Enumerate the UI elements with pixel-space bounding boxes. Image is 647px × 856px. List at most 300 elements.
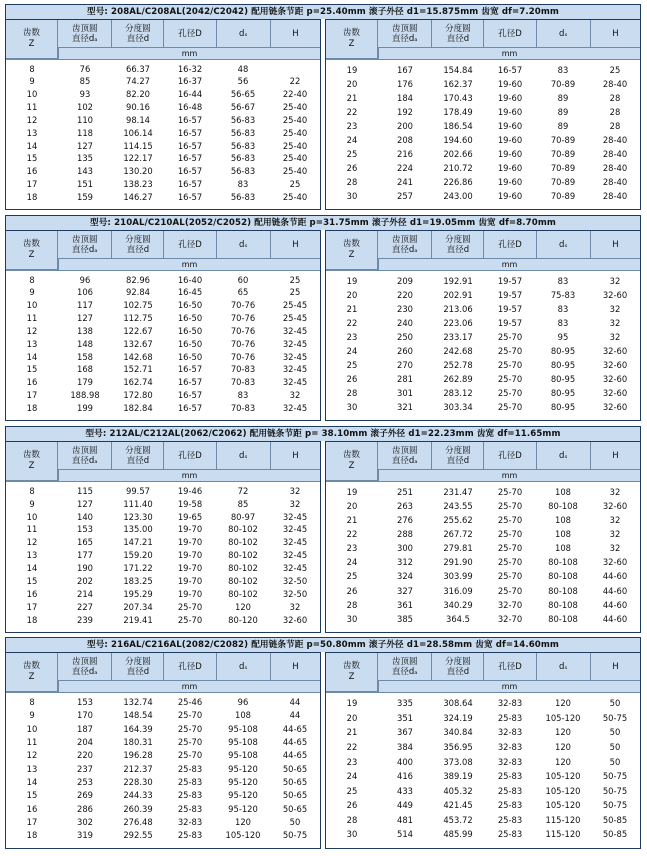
cell-bore: 19-60 — [497, 176, 523, 187]
table-row — [6, 275, 320, 286]
cell-pitch-dia: 183.25 — [123, 576, 153, 587]
section-tables — [5, 230, 641, 421]
table-row — [326, 614, 640, 625]
cell-hub-dia: 56-83 — [230, 166, 256, 177]
cell-tip-dia: 481 — [397, 814, 413, 825]
header-pitch-diameter-line1: 分度圆 — [445, 656, 471, 667]
header-tip-diameter-line2: 直径dₐ — [391, 455, 418, 466]
cell-hub-len: 50 — [609, 727, 621, 738]
header-hub-length: H — [292, 28, 299, 39]
header-teeth-count-line2: Z — [348, 672, 355, 682]
cell-teeth: 25 — [346, 785, 358, 796]
cell-bore: 25-83 — [497, 785, 523, 796]
cell-bore: 25-70 — [177, 615, 203, 626]
header-tip-diameter-line1: 齿顶圆 — [391, 445, 418, 456]
cell-bore: 25-83 — [177, 790, 203, 801]
cell-bore: 19-70 — [177, 576, 203, 587]
table-body — [326, 60, 640, 209]
header-hub-length: H — [612, 661, 619, 672]
cell-bore: 16-50 — [177, 351, 203, 362]
cell-pitch-dia: 178.49 — [443, 106, 473, 117]
cell-hub-dia: 80-102 — [228, 550, 258, 561]
header-bore: 孔径D — [164, 653, 216, 680]
cell-bore: 19-60 — [497, 148, 523, 159]
table-row — [326, 757, 640, 768]
cell-bore: 16-45 — [177, 287, 203, 298]
table-row — [326, 360, 640, 371]
cell-pitch-dia: 138.23 — [123, 179, 153, 190]
table-header — [326, 653, 640, 693]
cell-hub-dia: 80-97 — [230, 511, 256, 522]
cell-pitch-dia: 202.91 — [443, 289, 473, 300]
cell-pitch-dia: 112.75 — [123, 313, 153, 324]
table-header — [6, 20, 320, 60]
header-pitch-diameter-line1: 分度圆 — [125, 656, 151, 667]
cell-tip-dia: 190 — [77, 563, 93, 574]
cell-tip-dia: 199 — [77, 402, 93, 413]
cell-teeth: 21 — [346, 515, 358, 526]
cell-hub-len: 44-65 — [282, 723, 308, 734]
cell-pitch-dia: 66.37 — [126, 63, 150, 74]
cell-pitch-dia: 252.78 — [443, 359, 473, 370]
table-row — [326, 107, 640, 118]
cell-hub-dia: 95-120 — [228, 763, 258, 774]
header-teeth-count-line1: 齿数 — [22, 661, 40, 671]
cell-bore: 32-70 — [497, 613, 523, 624]
cell-teeth: 25 — [346, 571, 358, 582]
cell-tip-dia: 324 — [397, 571, 413, 582]
header-pitch-diameter-line1: 分度圆 — [445, 234, 471, 245]
cell-tip-dia: 204 — [77, 737, 93, 748]
header-bore: 孔径D — [164, 442, 216, 469]
cell-pitch-dia: 180.31 — [123, 737, 153, 748]
cell-pitch-dia: 207.34 — [123, 602, 153, 613]
header-tip-diameter-line1: 齿顶圆 — [71, 23, 98, 34]
table-row — [326, 742, 640, 753]
cell-hub-dia: 65 — [237, 287, 249, 298]
cell-hub-dia: 105-120 — [225, 830, 261, 841]
cell-pitch-dia: 195.29 — [123, 589, 153, 600]
header-hub-length: H — [292, 661, 299, 672]
cell-bore: 16-50 — [177, 338, 203, 349]
header-pitch-diameter — [432, 653, 484, 680]
cell-hub-dia: 70-76 — [230, 351, 256, 362]
unit-label: mm — [501, 49, 518, 58]
cell-bore: 16-57 — [177, 114, 203, 125]
cell-bore: 25-83 — [497, 771, 523, 782]
cell-tip-dia: 300 — [397, 543, 413, 554]
cell-bore: 16-57 — [177, 364, 203, 375]
header-hub-diameter: dₛ — [217, 653, 271, 680]
cell-hub-dia: 56 — [237, 76, 249, 87]
cell-teeth: 16 — [26, 377, 38, 388]
cell-bore: 16-57 — [177, 390, 203, 401]
cell-hub-len: 32 — [289, 498, 301, 509]
table-row — [326, 388, 640, 399]
cell-teeth: 13 — [26, 338, 38, 349]
cell-tip-dia: 188.98 — [70, 390, 100, 401]
table-row — [6, 352, 320, 363]
cell-bore: 16-32 — [177, 63, 203, 74]
cell-hub-dia: 56-65 — [230, 89, 256, 100]
cell-hub-dia: 75-83 — [550, 289, 576, 300]
cell-bore: 25-70 — [497, 543, 523, 554]
cell-pitch-dia: 267.72 — [443, 529, 473, 540]
cell-pitch-dia: 194.60 — [443, 134, 473, 145]
cell-hub-len: 25-40 — [282, 140, 308, 151]
cell-hub-dia: 80-108 — [548, 585, 578, 596]
table-row — [6, 486, 320, 497]
header-tip-diameter-line1: 齿顶圆 — [391, 234, 418, 245]
cell-hub-dia: 83 — [557, 64, 569, 75]
cell-pitch-dia: 279.81 — [443, 543, 473, 554]
header-pitch-diameter — [432, 20, 484, 47]
cell-hub-dia: 80-95 — [550, 359, 576, 370]
table-row — [326, 713, 640, 724]
cell-bore: 19-60 — [497, 78, 523, 89]
header-hub-length: H — [612, 28, 619, 39]
cell-hub-dia: 70-89 — [550, 176, 576, 187]
cell-tip-dia: 127 — [77, 313, 93, 324]
cell-tip-dia: 220 — [397, 289, 413, 300]
table-row — [326, 93, 640, 104]
cell-teeth: 30 — [346, 829, 358, 840]
cell-pitch-dia: 212.37 — [123, 763, 153, 774]
cell-hub-len: 50-75 — [602, 712, 628, 723]
cell-hub-dia: 83 — [237, 390, 249, 401]
cell-teeth: 12 — [26, 537, 38, 548]
cell-tip-dia: 148 — [77, 338, 93, 349]
header-bore: 孔径D — [164, 231, 216, 258]
cell-hub-len: 32 — [609, 529, 621, 540]
cell-bore: 16-57 — [497, 64, 523, 75]
table-row — [6, 830, 320, 841]
cell-hub-len: 22-40 — [282, 89, 308, 100]
model-section — [5, 426, 641, 632]
cell-pitch-dia: 223.06 — [443, 317, 473, 328]
cell-bore: 25-46 — [177, 697, 203, 708]
cell-hub-len: 32-50 — [282, 589, 308, 600]
cell-tip-dia: 118 — [77, 127, 93, 138]
table-row — [326, 501, 640, 512]
header-bore: 孔径D — [164, 20, 216, 47]
header-teeth-count — [326, 20, 378, 59]
cell-tip-dia: 176 — [397, 78, 413, 89]
cell-hub-len: 32-60 — [602, 557, 628, 568]
table-header — [6, 231, 320, 271]
cell-hub-len: 28 — [609, 92, 621, 103]
cell-hub-dia: 115-120 — [545, 814, 581, 825]
cell-teeth: 19 — [346, 698, 358, 709]
cell-teeth: 19 — [346, 64, 358, 75]
table-row — [6, 89, 320, 100]
header-tip-diameter — [58, 231, 112, 258]
cell-teeth: 17 — [26, 390, 38, 401]
cell-tip-dia: 281 — [397, 373, 413, 384]
cell-teeth: 30 — [346, 613, 358, 624]
cell-tip-dia: 106 — [77, 287, 93, 298]
cell-pitch-dia: 92.84 — [126, 287, 150, 298]
header-pitch-diameter-line2: 直径d — [126, 666, 150, 677]
cell-tip-dia: 179 — [77, 377, 93, 388]
cell-tip-dia: 159 — [77, 191, 93, 202]
cell-bore: 16-50 — [177, 300, 203, 311]
cell-hub-len: 32-45 — [282, 364, 308, 375]
header-pitch-diameter-line2: 直径d — [446, 244, 470, 255]
cell-hub-dia: 105-120 — [545, 712, 581, 723]
cell-hub-dia: 80-108 — [548, 557, 578, 568]
cell-tip-dia: 153 — [77, 524, 93, 535]
table-row — [326, 402, 640, 413]
header-teeth-count-line2: Z — [348, 39, 355, 49]
cell-teeth: 18 — [26, 402, 38, 413]
cell-tip-dia: 269 — [77, 790, 93, 801]
cell-hub-dia: 96 — [237, 697, 249, 708]
cell-hub-len: 32-45 — [282, 537, 308, 548]
cell-tip-dia: 237 — [77, 763, 93, 774]
cell-tip-dia: 514 — [397, 829, 413, 840]
cell-hub-len: 25-45 — [282, 300, 308, 311]
cell-hub-dia: 105-120 — [545, 771, 581, 782]
cell-hub-dia: 70-83 — [230, 364, 256, 375]
cell-pitch-dia: 324.19 — [443, 712, 473, 723]
cell-bore: 16-57 — [177, 127, 203, 138]
table-header — [6, 653, 320, 693]
cell-teeth: 15 — [26, 576, 38, 587]
cell-teeth: 21 — [346, 303, 358, 314]
cell-hub-len: 44-60 — [602, 613, 628, 624]
cell-pitch-dia: 213.06 — [443, 303, 473, 314]
cell-tip-dia: 276 — [397, 515, 413, 526]
header-hub-diameter: dₛ — [537, 231, 591, 258]
cell-hub-len: 50-65 — [282, 803, 308, 814]
table-row — [6, 287, 320, 298]
header-tip-diameter-line2: 直径dₐ — [71, 666, 98, 677]
table-row — [326, 346, 640, 357]
table-body — [6, 693, 320, 848]
table-header — [326, 231, 640, 271]
cell-hub-dia: 80-108 — [548, 613, 578, 624]
table-row — [326, 543, 640, 554]
table-row — [326, 771, 640, 782]
header-hub-length: H — [292, 239, 299, 250]
cell-tip-dia: 192 — [397, 106, 413, 117]
cell-pitch-dia: 152.71 — [123, 364, 153, 375]
cell-pitch-dia: 159.20 — [123, 550, 153, 561]
header-pitch-diameter-line1: 分度圆 — [125, 445, 151, 456]
cell-pitch-dia: 202.66 — [443, 148, 473, 159]
cell-hub-dia: 70-76 — [230, 313, 256, 324]
cell-hub-len: 50-65 — [282, 763, 308, 774]
cell-teeth: 23 — [346, 120, 358, 131]
unit-label: mm — [501, 682, 518, 691]
cell-tip-dia: 361 — [397, 599, 413, 610]
cell-hub-len: 28 — [609, 106, 621, 117]
cell-hub-len: 50-75 — [602, 771, 628, 782]
cell-pitch-dia: 186.54 — [443, 120, 473, 131]
cell-hub-len: 28-40 — [602, 190, 628, 201]
cell-hub-dia: 120 — [555, 741, 571, 752]
cell-teeth: 10 — [26, 300, 38, 311]
cell-pitch-dia: 303.34 — [443, 401, 473, 412]
cell-bore: 16-44 — [177, 89, 203, 100]
cell-bore: 19-70 — [177, 550, 203, 561]
cell-teeth: 17 — [26, 817, 38, 828]
cell-hub-dia: 120 — [235, 817, 251, 828]
cell-hub-len: 32-60 — [602, 387, 628, 398]
table-half-left — [5, 441, 321, 633]
cell-tip-dia: 184 — [397, 92, 413, 103]
cell-tip-dia: 220 — [77, 750, 93, 761]
cell-teeth: 15 — [26, 364, 38, 375]
cell-teeth: 24 — [346, 771, 358, 782]
table-row — [6, 615, 320, 626]
cell-hub-dia: 108 — [235, 710, 251, 721]
cell-tip-dia: 319 — [77, 830, 93, 841]
cell-hub-dia: 89 — [557, 92, 569, 103]
cell-hub-dia: 80-108 — [548, 599, 578, 610]
header-hub-diameter: dₛ — [217, 20, 271, 47]
cell-tip-dia: 302 — [77, 817, 93, 828]
header-pitch-diameter-line2: 直径d — [126, 244, 150, 255]
header-teeth-count-line2: Z — [28, 461, 35, 471]
table-row — [326, 786, 640, 797]
cell-hub-dia: 70-89 — [550, 190, 576, 201]
cell-bore: 25-70 — [177, 750, 203, 761]
cell-hub-len: 32-50 — [282, 576, 308, 587]
cell-tip-dia: 321 — [397, 401, 413, 412]
cell-hub-dia: 80-108 — [548, 571, 578, 582]
table-row — [326, 191, 640, 202]
cell-hub-dia: 80-102 — [228, 589, 258, 600]
cell-teeth: 15 — [26, 790, 38, 801]
cell-tip-dia: 241 — [397, 176, 413, 187]
cell-tip-dia: 167 — [397, 64, 413, 75]
cell-bore: 25-70 — [497, 486, 523, 497]
cell-pitch-dia: 228.30 — [123, 777, 153, 788]
header-teeth-count — [326, 442, 378, 481]
cell-teeth: 22 — [346, 741, 358, 752]
table-row — [326, 600, 640, 611]
header-teeth-count-line2: Z — [28, 39, 35, 49]
cell-teeth: 22 — [346, 106, 358, 117]
table-row — [326, 290, 640, 301]
table-row — [6, 563, 320, 574]
cell-teeth: 9 — [29, 76, 35, 87]
header-pitch-diameter — [112, 231, 164, 258]
cell-bore: 32-83 — [497, 727, 523, 738]
cell-bore: 25-83 — [497, 814, 523, 825]
cell-tip-dia: 93 — [79, 89, 91, 100]
cell-hub-dia: 108 — [555, 486, 571, 497]
cell-teeth: 17 — [26, 179, 38, 190]
cell-bore: 19-70 — [177, 589, 203, 600]
table-body — [6, 60, 320, 209]
cell-bore: 16-57 — [177, 153, 203, 164]
cell-hub-len: 32 — [609, 303, 621, 314]
cell-teeth: 18 — [26, 615, 38, 626]
header-tip-diameter-line2: 直径dₐ — [71, 33, 98, 44]
header-teeth-count-line1: 齿数 — [342, 28, 360, 38]
cell-teeth: 8 — [29, 274, 35, 285]
cell-hub-len: 25-40 — [282, 114, 308, 125]
cell-hub-len: 50-75 — [602, 800, 628, 811]
cell-pitch-dia: 340.84 — [443, 727, 473, 738]
table-row — [6, 589, 320, 600]
table-header — [326, 442, 640, 482]
cell-hub-dia: 80-120 — [228, 615, 258, 626]
cell-bore: 19-60 — [497, 162, 523, 173]
header-teeth-count — [6, 442, 58, 481]
header-teeth-count-line2: Z — [348, 461, 355, 471]
cell-hub-len: 44 — [289, 697, 301, 708]
cell-teeth: 9 — [29, 710, 35, 721]
cell-hub-dia: 80-102 — [228, 576, 258, 587]
section-title: 型号: 210AL/C210AL(2052/C2052) 配用链条节距 p=31.75mm 滚子外径 d1=19.05mm 齿宽 df=8.70mm — [5, 215, 641, 230]
cell-teeth: 15 — [26, 153, 38, 164]
cell-teeth: 20 — [346, 712, 358, 723]
header-tip-diameter — [378, 442, 432, 469]
cell-teeth: 14 — [26, 140, 38, 151]
table-row — [326, 557, 640, 568]
table-row — [326, 276, 640, 287]
table-row — [326, 571, 640, 582]
cell-hub-len: 28-40 — [602, 176, 628, 187]
cell-hub-len: 44-60 — [602, 585, 628, 596]
cell-tip-dia: 140 — [77, 511, 93, 522]
cell-pitch-dia: 122.17 — [123, 153, 153, 164]
cell-hub-dia: 120 — [555, 756, 571, 767]
table-row — [326, 177, 640, 188]
cell-hub-dia: 80-95 — [550, 345, 576, 356]
table-row — [326, 815, 640, 826]
table-row — [6, 115, 320, 126]
cell-bore: 19-57 — [497, 303, 523, 314]
cell-hub-dia: 95-120 — [228, 777, 258, 788]
cell-hub-len: 50-75 — [282, 830, 308, 841]
cell-bore: 16-37 — [177, 76, 203, 87]
table-row — [6, 377, 320, 388]
header-tip-diameter-line1: 齿顶圆 — [391, 656, 418, 667]
cell-teeth: 10 — [26, 89, 38, 100]
cell-hub-len: 32 — [289, 602, 301, 613]
cell-pitch-dia: 170.43 — [443, 92, 473, 103]
unit-label: mm — [501, 471, 518, 480]
cell-bore: 19-70 — [177, 537, 203, 548]
table-row — [6, 166, 320, 177]
cell-bore: 25-83 — [497, 829, 523, 840]
header-tip-diameter-line2: 直径dₐ — [391, 244, 418, 255]
cell-teeth: 13 — [26, 763, 38, 774]
cell-hub-dia: 105-120 — [545, 800, 581, 811]
cell-tip-dia: 257 — [397, 190, 413, 201]
table-row — [326, 529, 640, 540]
cell-bore: 16-40 — [177, 274, 203, 285]
cell-hub-dia: 80-108 — [548, 500, 578, 511]
table-row — [326, 149, 640, 160]
cell-teeth: 16 — [26, 803, 38, 814]
header-hub-length: H — [292, 450, 299, 461]
cell-bore: 25-70 — [497, 500, 523, 511]
header-tip-diameter — [58, 20, 112, 47]
cell-hub-len: 25 — [289, 287, 301, 298]
cell-hub-len: 32 — [609, 543, 621, 554]
cell-bore: 25-83 — [177, 777, 203, 788]
table-row — [326, 698, 640, 709]
cell-bore: 25-70 — [497, 571, 523, 582]
cell-hub-len: 32-45 — [282, 550, 308, 561]
cell-pitch-dia: 260.39 — [123, 803, 153, 814]
